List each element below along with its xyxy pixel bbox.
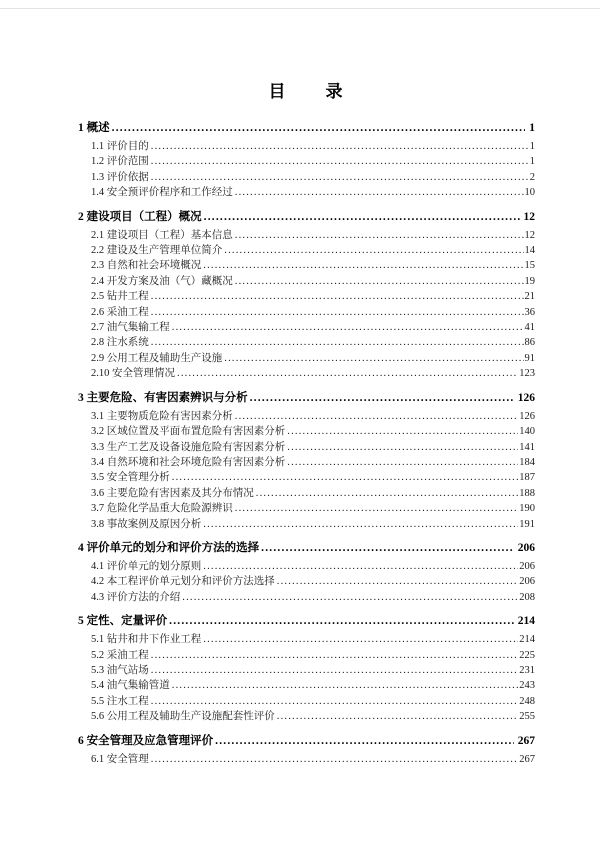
toc-entry-page: 206 [517,541,535,554]
toc-entry-page: 140 [519,426,535,438]
toc-entry-page: 267 [517,734,535,747]
toc-item-entry [78,440,535,455]
toc-leader-dots [235,185,524,200]
toc-entry-page: 214 [517,615,535,628]
toc-entry-label: 3 主要危险、有害因素辨识与分析 [78,391,248,404]
toc-entry-page: 208 [519,591,535,603]
toc-leader-dots [151,305,524,320]
toc-item-entry [78,305,535,320]
toc-entry-label: 1.2 评价范围 [91,156,149,168]
toc-entry-page: 184 [519,456,535,468]
toc-entry-page: 12 [524,229,535,241]
toc-chapter-entry [78,733,535,750]
toc-entry-label: 1 概述 [78,122,110,134]
toc-entry-label: 3.1 主要物质危险有害因素分析 [91,410,233,422]
toc-entry-label: 6 安全管理及应急管理评价 [78,734,214,747]
toc-leader-dots [235,409,519,424]
toc-entry-label: 5.2 采油工程 [91,649,149,661]
toc-entry-page: 1 [529,156,535,168]
toc-leader-dots [151,289,524,304]
toc-item-entry [78,501,535,516]
toc-leader-dots [235,228,524,243]
toc-entry-page: 21 [524,291,535,303]
toc-entry-page: 255 [519,711,535,723]
toc-leader-dots [287,455,518,470]
toc-entry-page: 214 [519,634,535,646]
toc-leader-dots [235,274,524,289]
toc-chapter-entry [78,390,535,407]
toc-leader-dots [224,243,523,258]
toc-leader-dots [169,613,514,630]
toc-entry-label: 4.3 评价方法的介绍 [91,591,181,603]
toc-leader-dots [151,154,529,169]
toc-item-entry [78,709,535,724]
toc-leader-dots [112,120,526,137]
toc-entry-page: 206 [519,560,535,572]
toc-entry-page: 14 [524,245,535,257]
toc-entry-page: 86 [524,337,535,349]
toc-entry-page: 141 [519,441,535,453]
toc-entry-label: 2.4 开发方案及油（气）藏概况 [91,275,233,287]
toc-entry-page: 36 [524,306,535,318]
toc-entry-page: 41 [524,322,535,334]
toc-leader-dots [172,470,519,485]
toc-entry-label: 2.8 注水系统 [91,337,149,349]
toc-entry-page: 1 [529,122,535,134]
toc-item-entry [78,752,535,767]
toc-entry-label: 5.4 油气集输管道 [91,680,170,692]
toc-entry-page: 267 [519,753,535,765]
toc-chapter-entry [78,120,535,137]
toc-entry-page: 206 [519,576,535,588]
toc-item-entry [78,139,535,154]
toc-entry-page: 188 [519,487,535,499]
toc-leader-dots [277,574,519,589]
toc-entry-label: 2.7 油气集输工程 [91,322,170,334]
toc-entry-label: 4 评价单元的划分和评价方法的选择 [78,541,260,554]
toc-entry-label: 1.1 评价目的 [91,141,149,152]
toc-entry-page: 187 [519,472,535,484]
toc-item-entry [78,663,535,678]
toc-leader-dots [224,351,523,366]
toc-item-entry [78,243,535,258]
toc-item-entry [78,517,535,532]
toc-item-entry [78,185,535,200]
toc-leader-dots [177,366,518,381]
toc-entry-label: 5.6 公用工程及辅助生产设施配套性评价 [91,711,275,723]
toc-leader-dots [151,648,519,663]
toc-leader-dots [151,335,524,350]
toc-item-entry [78,590,535,605]
table-of-contents [78,120,535,767]
toc-item-entry [78,274,535,289]
toc-chapter-entry [78,540,535,557]
toc-entry-page: 126 [519,410,535,422]
toc-entry-label: 2.10 安全管理情况 [91,368,175,380]
toc-entry-page: 225 [519,649,535,661]
toc-item-entry [78,335,535,350]
toc-item-entry [78,424,535,439]
toc-entry-page: 19 [524,275,535,287]
toc-entry-label: 3.8 事故案例及原因分析 [91,518,202,530]
toc-leader-dots [204,209,520,226]
toc-leader-dots [182,590,518,605]
toc-entry-label: 5.5 注水工程 [91,695,149,707]
toc-item-entry [78,559,535,574]
toc-entry-label: 5.1 钻井和井下作业工程 [91,634,202,646]
toc-item-entry [78,648,535,663]
toc-leader-dots [203,632,518,647]
toc-entry-label: 2.9 公用工程及辅助生产设施 [91,352,223,364]
toc-entry-label: 4.1 评价单元的划分原则 [91,560,202,572]
toc-item-entry [78,486,535,501]
toc-leader-dots [287,424,518,439]
toc-entry-page: 231 [519,664,535,676]
toc-entry-label: 3.4 自然环境和社会环境危险有害因素分析 [91,456,286,468]
toc-entry-page: 1 [529,141,535,152]
toc-leader-dots [287,440,518,455]
toc-entry-label: 2.1 建设项目（工程）基本信息 [91,229,233,241]
toc-leader-dots [235,501,519,516]
toc-leader-dots [151,139,529,154]
toc-entry-page: 12 [523,210,535,223]
toc-item-entry [78,366,535,381]
toc-chapter-entry [78,613,535,630]
toc-leader-dots [203,517,518,532]
toc-leader-dots [250,390,514,407]
toc-entry-page: 2 [529,171,535,183]
toc-leader-dots [172,320,524,335]
toc-entry-label: 1.4 安全预评价程序和工作经过 [91,187,233,199]
toc-entry-page: 126 [517,391,535,404]
toc-entry-page: 91 [524,352,535,364]
toc-leader-dots [261,540,514,557]
toc-entry-label: 3.7 危险化学品重大危险源辨识 [91,503,233,515]
toc-item-entry [78,320,535,335]
toc-item-entry [78,154,535,169]
toc-entry-label: 1.3 评价依据 [91,171,149,183]
toc-item-entry [78,455,535,470]
toc-entry-label: 2.6 采油工程 [91,306,149,318]
toc-entry-page: 15 [524,260,535,272]
toc-entry-label: 2.5 钻井工程 [91,291,149,303]
toc-item-entry [78,228,535,243]
toc-entry-page: 243 [519,680,535,692]
toc-item-entry [78,470,535,485]
toc-entry-page: 191 [519,518,535,530]
toc-entry-page: 10 [524,187,535,199]
toc-item-entry [78,289,535,304]
toc-leader-dots [151,752,519,767]
toc-entry-label: 3.3 生产工艺及设备设施危险有害因素分析 [91,441,286,453]
toc-entry-label: 6.1 安全管理 [91,753,149,765]
page-top-edge [0,8,600,9]
toc-entry-label: 3.5 安全管理分析 [91,472,170,484]
toc-entry-label: 2.3 自然和社会环境概况 [91,260,202,272]
toc-entry-page: 190 [519,503,535,515]
toc-leader-dots [203,258,523,273]
toc-item-entry [78,170,535,185]
toc-item-entry [78,409,535,424]
toc-entry-label: 3.2 区域位置及平面布置危险有害因素分析 [91,426,286,438]
toc-entry-label: 2.2 建设及生产管理单位简介 [91,245,223,257]
toc-item-entry [78,678,535,693]
toc-leader-dots [215,733,514,750]
toc-item-entry [78,574,535,589]
toc-leader-dots [172,678,519,693]
toc-entry-label: 3.6 主要危险有害因素及其分布情况 [91,487,254,499]
toc-entry-label: 5.3 油气站场 [91,664,149,676]
toc-entry-label: 2 建设项目（工程）概况 [78,210,202,223]
toc-item-entry [78,632,535,647]
toc-entry-page: 123 [519,368,535,380]
toc-leader-dots [151,170,529,185]
toc-leader-dots [256,486,519,501]
toc-leader-dots [277,709,519,724]
toc-item-entry [78,258,535,273]
toc-item-entry [78,694,535,709]
toc-entry-label: 4.2 本工程评价单元划分和评价方法选择 [91,576,275,588]
toc-leader-dots [151,694,519,709]
toc-item-entry [78,351,535,366]
toc-entry-label: 5 定性、定量评价 [78,615,168,628]
toc-leader-dots [203,559,518,574]
page-title: 目 录 [268,82,345,101]
toc-entry-page: 248 [519,695,535,707]
toc-leader-dots [151,663,519,678]
toc-chapter-entry [78,209,535,226]
